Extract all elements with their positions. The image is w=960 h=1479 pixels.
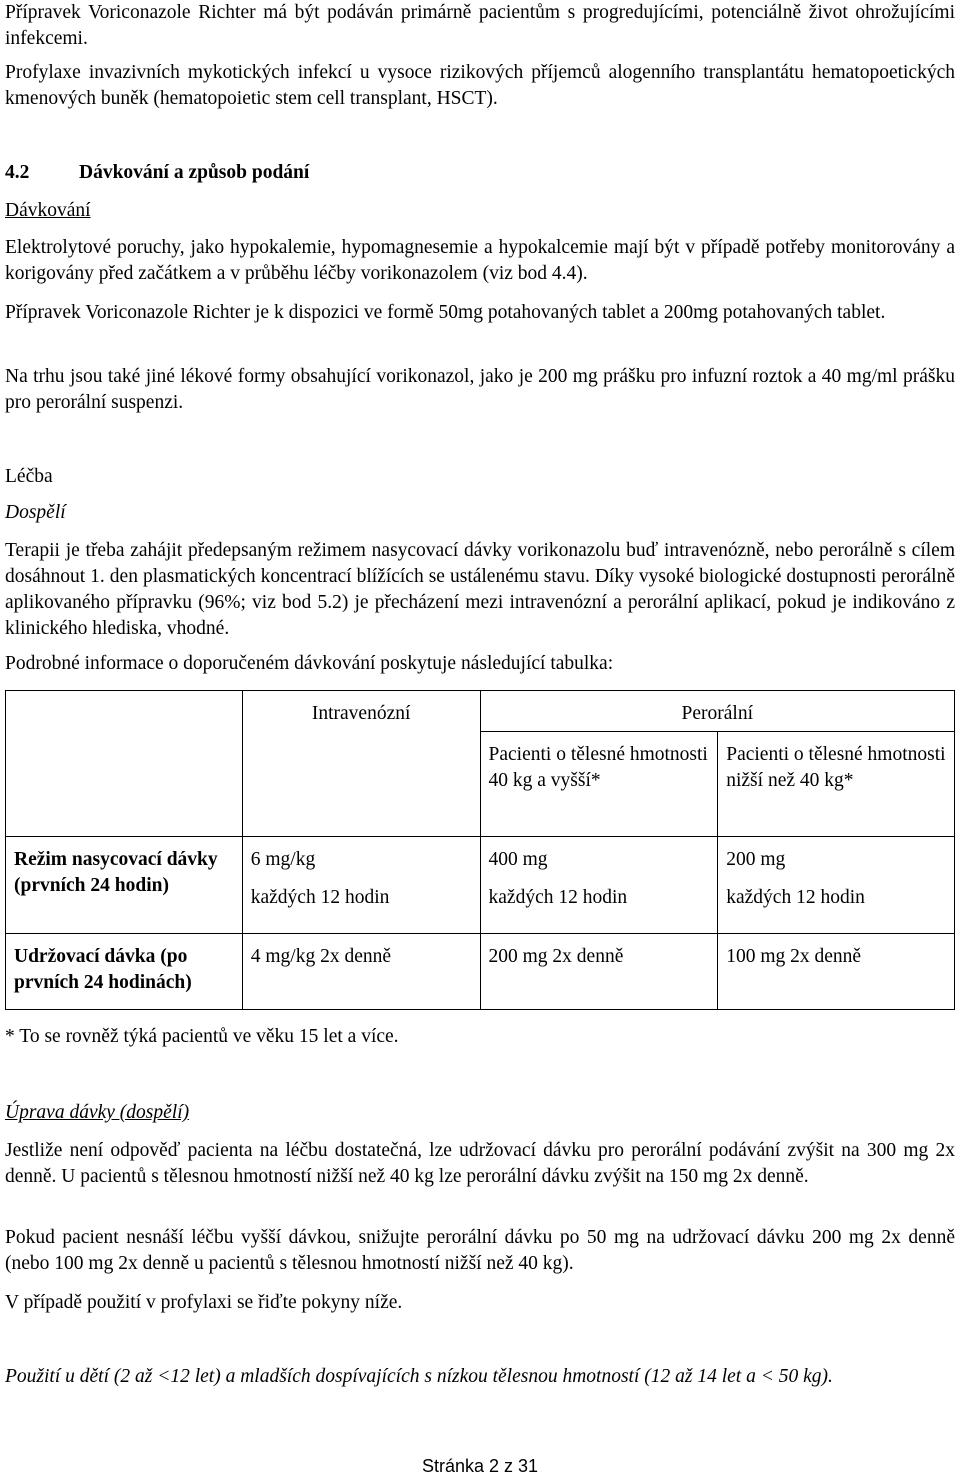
table-subheader-40plus: Pacienti o tělesné hmotnosti 40 kg a vyšší* (480, 732, 718, 837)
adults-heading: Dospělí (5, 502, 66, 523)
dosing-paragraph-1: Elektrolytové poruchy, jako hypokalemie, hypomagnesemie a hypokalcemie mají být v případě potřeby monitorovány a korigovány před začátkem a v průběhu léčby vorikonazolem (viz bod 4.4). (5, 237, 955, 284)
adjust-paragraph-1: Jestliže není odpověď pacienta na léčbu dostatečná, lze udržovací dávku pro perorální podávání zvýšit na 300 mg 2x denně. U pacientů s tělesnou hmotností nižší než 40 kg lze perorální dávku zvýšit na 150 mg 2x denně. (5, 1140, 955, 1187)
cell-frequency: každých 12 hodin (726, 887, 865, 908)
treatment-paragraph-2: Podrobné informace o doporučeném dávkování poskytuje následující tabulka: (5, 653, 614, 674)
section-number: 4.2 (5, 162, 30, 183)
table-subheader-empty (6, 732, 243, 837)
treatment-paragraph-1: Terapii je třeba zahájit předepsaným režimem nasycovací dávky vorikonazolu buď intravenózně, nebo perorálně s cílem dosáhnout 1. den plasmatických koncentrací blížících se ustálenému stavu. Díky vysoké biologické dostupnosti perorálně aplikovaného přípravku (96%; viz bod 5.2) je přecházení mezi intravenózní a perorální aplikací, pokud je indikováno z klinického hlediska, vhodné. (5, 540, 955, 639)
adjust-paragraph-2: Pokud pacient nesnáší léčbu vyšší dávkou, snižujte perorální dávku po 50 mg na udržovací dávku 200 mg 2x denně (nebo 100 mg 2x denně u pacientů s tělesnou hmotností nižší než 40 kg). (5, 1227, 955, 1274)
table-cell-oral-40plus (480, 837, 718, 934)
table-row (6, 934, 955, 1010)
dose-adjustment-heading: Úprava dávky (dospělí) (5, 1102, 190, 1123)
table-subheader-under40: Pacienti o tělesné hmotnosti nižší než 40 kg* (718, 732, 955, 837)
section-heading (5, 160, 955, 186)
table-header-oral: Perorální (480, 691, 954, 732)
dosing-paragraph-2: Přípravek Voriconazole Richter je k dispozici ve formě 50mg potahovaných tablet a 200mg potahovaných tablet. (5, 302, 886, 323)
adjust-paragraph-3: V případě použití v profylaxi se řiďte pokyny níže. (5, 1292, 403, 1313)
table-subheader-row (6, 732, 955, 837)
dosing-table (5, 690, 955, 1010)
page-number: Stránka 2 z 31 (421, 1456, 539, 1476)
table-cell-iv (242, 837, 480, 934)
table-cell-oral-under40: 100 mg 2x denně (718, 934, 955, 1010)
table-header-row (6, 691, 955, 732)
table-row-label: Režim nasycovací dávky (prvních 24 hodin) (6, 837, 243, 934)
subtitle-row (5, 198, 955, 224)
cell-frequency: každých 12 hodin (250, 887, 390, 908)
table-footnote: * To se rovněž týká pacientů ve věku 15 let a více. (5, 1026, 399, 1047)
cell-dose: 400 mg (488, 849, 548, 870)
table-subheader-iv-empty (242, 732, 480, 837)
intro-paragraph-2: Profylaxe invazivních mykotických infekcí u vysoce rizikových příjemců alogenního transplantátu hematopoetických kmenových buněk (hematopoietic stem cell transplant, HSCT). (5, 62, 955, 109)
section-title: Dávkování a způsob podání (79, 162, 310, 183)
dosing-paragraph-3: Na trhu jsou také jiné lékové formy obsahující vorikonazol, jako je 200 mg prášku pro infuzní roztok a 40 mg/ml prášku pro perorální suspenzi. (5, 366, 955, 413)
children-heading: Použití u dětí (2 až <12 let) a mladších dospívajících s nízkou tělesnou hmotností (12 až 14 let a < 50 kg). (5, 1366, 833, 1387)
table-row (6, 837, 955, 934)
table-header-iv: Intravenózní (242, 691, 480, 732)
table-cell-iv: 4 mg/kg 2x denně (242, 934, 480, 1010)
adjust-heading-row (5, 1100, 955, 1126)
cell-dose: 200 mg (726, 849, 786, 870)
cell-dose: 6 mg/kg (250, 849, 316, 870)
table-cell-oral-40plus: 200 mg 2x denně (480, 934, 718, 1010)
treatment-heading: Léčba (5, 466, 53, 487)
table-cell-oral-under40 (718, 837, 955, 934)
section-subtitle: Dávkování (5, 200, 91, 221)
cell-frequency: každých 12 hodin (488, 887, 628, 908)
table-row-label: Udržovací dávka (po prvních 24 hodinách) (6, 934, 243, 1010)
intro-paragraph-1: Přípravek Voriconazole Richter má být podáván primárně pacientům s progredujícími, potenciálně život ohrožujícími infekcemi. (5, 2, 955, 49)
table-corner-cell (6, 691, 243, 732)
